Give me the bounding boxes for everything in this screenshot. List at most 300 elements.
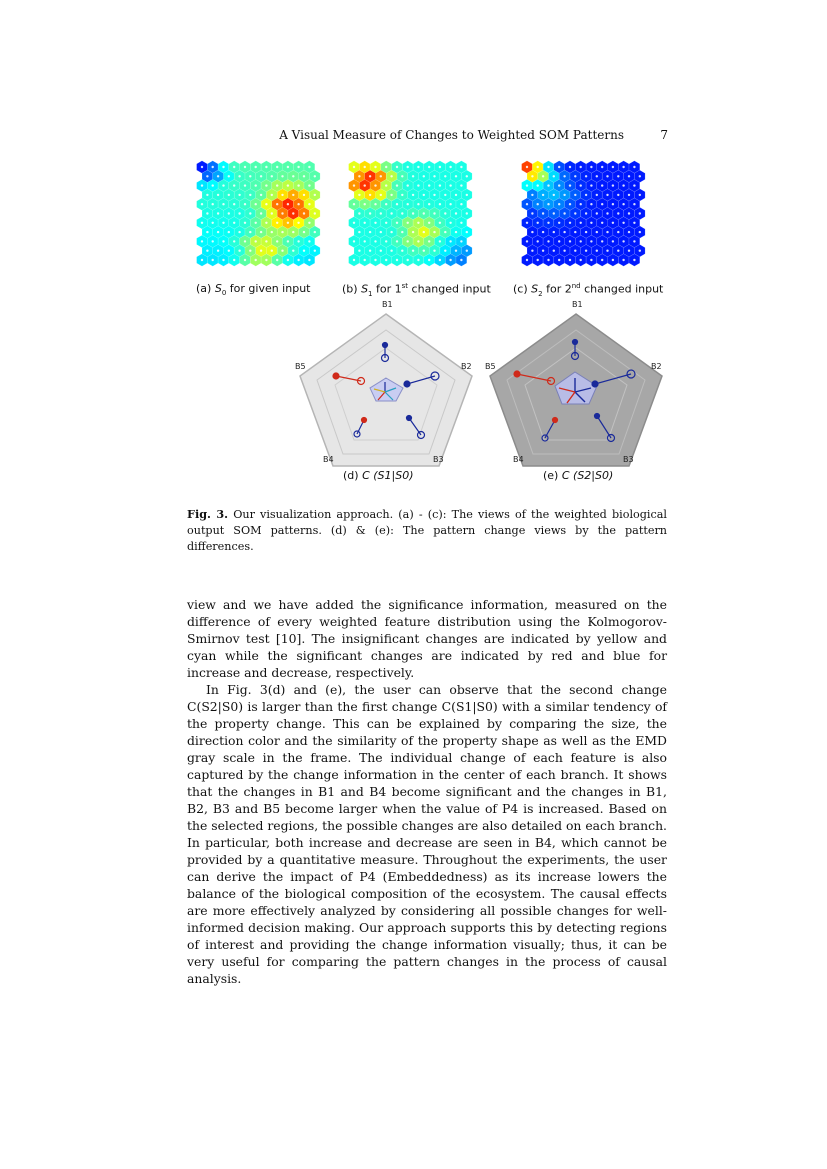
- axis-label-b2: B2: [651, 362, 662, 371]
- som-node-marker: [260, 175, 262, 177]
- som-node-marker: [206, 231, 208, 233]
- som-node-marker: [265, 203, 267, 205]
- som-node-marker: [292, 212, 294, 214]
- som-node-marker: [303, 194, 305, 196]
- som-node-marker: [249, 212, 251, 214]
- som-node-marker: [369, 212, 371, 214]
- som-node-marker: [542, 194, 544, 196]
- som-node-marker: [308, 259, 310, 261]
- som-node-marker: [260, 212, 262, 214]
- som-node-marker: [260, 231, 262, 233]
- som-node-marker: [612, 259, 614, 261]
- som-node-marker: [287, 259, 289, 261]
- som-node-marker: [255, 259, 257, 261]
- som-node-marker: [617, 175, 619, 177]
- som-node-marker: [201, 222, 203, 224]
- som-node-marker: [222, 259, 224, 261]
- som-node-marker: [537, 259, 539, 261]
- som-node-marker: [385, 184, 387, 186]
- som-node-marker: [574, 231, 576, 233]
- som-node-marker: [238, 194, 240, 196]
- som-node-marker: [537, 222, 539, 224]
- som-node-marker: [439, 259, 441, 261]
- som-node-marker: [358, 231, 360, 233]
- som-node-marker: [622, 166, 624, 168]
- som-node-marker: [412, 212, 414, 214]
- som-node-marker: [639, 231, 641, 233]
- som-node-marker: [222, 166, 224, 168]
- som-node-marker: [596, 212, 598, 214]
- som-node-marker: [238, 231, 240, 233]
- som-node-marker: [380, 194, 382, 196]
- som-node-marker: [439, 184, 441, 186]
- change-view-d: [281, 300, 491, 488]
- som-node-marker: [390, 175, 392, 177]
- som-node-marker: [228, 212, 230, 214]
- som-node-marker: [455, 212, 457, 214]
- som-node-marker: [417, 240, 419, 242]
- som-node-marker: [297, 222, 299, 224]
- som-node-marker: [569, 222, 571, 224]
- som-node-marker: [401, 175, 403, 177]
- som-node-marker: [212, 166, 214, 168]
- som-node-marker: [374, 222, 376, 224]
- som-node-marker: [633, 166, 635, 168]
- som-node-marker: [314, 250, 316, 252]
- som-node-marker: [639, 250, 641, 252]
- som-node-marker: [460, 166, 462, 168]
- som-node-marker: [396, 240, 398, 242]
- som-node-marker: [606, 231, 608, 233]
- som-node-marker: [466, 175, 468, 177]
- som-node-marker: [601, 222, 603, 224]
- som-node-marker: [580, 259, 582, 261]
- som-map-s0: [196, 160, 331, 278]
- som-node-marker: [617, 212, 619, 214]
- som-node-marker: [531, 194, 533, 196]
- som-node-marker: [380, 175, 382, 177]
- som-node-marker: [569, 259, 571, 261]
- som-node-marker: [601, 184, 603, 186]
- som-node-marker: [590, 203, 592, 205]
- som-node-marker: [569, 184, 571, 186]
- running-head-title: A Visual Measure of Changes to Weighted SOM Patterns: [279, 128, 624, 142]
- som-node-marker: [233, 240, 235, 242]
- som-node-marker: [563, 212, 565, 214]
- som-node-marker: [238, 175, 240, 177]
- som-node-marker: [633, 259, 635, 261]
- som-node-marker: [233, 166, 235, 168]
- som-node-marker: [590, 240, 592, 242]
- som-node-marker: [466, 250, 468, 252]
- som-node-marker: [396, 166, 398, 168]
- som-node-marker: [590, 166, 592, 168]
- som-node-marker: [297, 184, 299, 186]
- som-node-marker: [314, 175, 316, 177]
- som-node-marker: [314, 231, 316, 233]
- som-node-marker: [439, 222, 441, 224]
- som-node-marker: [255, 203, 257, 205]
- som-node-marker: [297, 203, 299, 205]
- som-node-marker: [455, 175, 457, 177]
- som-node-marker: [401, 194, 403, 196]
- som-node-marker: [433, 212, 435, 214]
- som-node-marker: [412, 175, 414, 177]
- som-node-marker: [537, 184, 539, 186]
- som-node-marker: [531, 250, 533, 252]
- som-node-marker: [364, 203, 366, 205]
- axis-label-b1: B1: [382, 300, 393, 309]
- som-node-marker: [255, 184, 257, 186]
- som-node-marker: [364, 259, 366, 261]
- som-node-marker: [628, 231, 630, 233]
- som-node-marker: [417, 184, 419, 186]
- som-node-marker: [374, 259, 376, 261]
- som-node-marker: [433, 194, 435, 196]
- som-node-marker: [265, 166, 267, 168]
- som-node-marker: [423, 175, 425, 177]
- som-node-marker: [585, 212, 587, 214]
- som-node-marker: [206, 212, 208, 214]
- som-node-marker: [276, 184, 278, 186]
- som-node-marker: [428, 184, 430, 186]
- som-node-marker: [444, 250, 446, 252]
- som-node-marker: [244, 184, 246, 186]
- som-node-marker: [390, 250, 392, 252]
- som-node-marker: [580, 166, 582, 168]
- som-node-marker: [260, 194, 262, 196]
- som-node-marker: [531, 175, 533, 177]
- som-node-marker: [433, 231, 435, 233]
- som-node-marker: [358, 250, 360, 252]
- axis-label-b5: B5: [295, 362, 306, 371]
- som-node-marker: [601, 240, 603, 242]
- som-node-marker: [287, 222, 289, 224]
- som-node-marker: [233, 203, 235, 205]
- som-node-marker: [622, 222, 624, 224]
- som-node-marker: [380, 250, 382, 252]
- som-node-marker: [531, 231, 533, 233]
- som-node-marker: [547, 166, 549, 168]
- som-node-marker: [449, 222, 451, 224]
- som-node-marker: [423, 250, 425, 252]
- som-node-marker: [287, 184, 289, 186]
- som-node-marker: [542, 250, 544, 252]
- som-node-marker: [265, 240, 267, 242]
- som-node-marker: [606, 212, 608, 214]
- som-node-marker: [569, 166, 571, 168]
- som-node-marker: [364, 166, 366, 168]
- som-node-marker: [396, 259, 398, 261]
- som-node-marker: [428, 259, 430, 261]
- som-node-marker: [537, 166, 539, 168]
- som-node-marker: [228, 175, 230, 177]
- som-node-marker: [417, 166, 419, 168]
- som-node-marker: [585, 175, 587, 177]
- som-node-marker: [255, 166, 257, 168]
- som-node-marker: [558, 222, 560, 224]
- som-node-marker: [244, 240, 246, 242]
- som-node-marker: [580, 203, 582, 205]
- som-node-marker: [460, 184, 462, 186]
- som-node-marker: [526, 203, 528, 205]
- som-node-marker: [558, 166, 560, 168]
- som-node-marker: [308, 166, 310, 168]
- som-node-marker: [297, 166, 299, 168]
- paragraph: In Fig. 3(d) and (e), the user can observe that the second change C(S2|S0) is larger than the first change C(S1|S0) with a similar tendency of the property change. This can be explained by comparing the size, the direction color and the similarity of the property shape as well as the EMD gray scale in the frame. The individual change of each feature is also captured by the change information in the center of each branch. It shows that the changes in B1 and B4 become significant and the changes in B1, B2, B3 and B5 become larger when the value of P4 is increased. Based on the selected regions, the possible changes are also detailed on each branch. In particular, both increase and decrease are seen in B4, which cannot be provided by a quantitative measure. Throughout the experiments, the user can derive the impact of P4 (Embeddedness) as its increase lowers the balance of the biological composition of the ecosystem. The causal effects are more effectively analyzed by considering all possible changes for well-informed decision making. Our approach supports this by detecting regions of interest and providing the change information visually; thus, it can be very useful for comparing the pattern changes in the process of causal analysis.: [187, 682, 667, 986]
- som-node-marker: [396, 203, 398, 205]
- som-node-marker: [201, 166, 203, 168]
- som-node-marker: [353, 259, 355, 261]
- som-node-marker: [444, 231, 446, 233]
- som-node-marker: [639, 175, 641, 177]
- som-node-marker: [526, 259, 528, 261]
- som-node-marker: [265, 184, 267, 186]
- som-node-marker: [553, 194, 555, 196]
- som-node-marker: [303, 231, 305, 233]
- som-node-marker: [417, 203, 419, 205]
- som-node-marker: [255, 240, 257, 242]
- som-node-marker: [417, 259, 419, 261]
- som-node-marker: [314, 212, 316, 214]
- som-node-marker: [466, 231, 468, 233]
- som-node-marker: [537, 240, 539, 242]
- caption-panel-a: (a) $S_0$ for given input: [196, 282, 311, 298]
- som-node-marker: [417, 222, 419, 224]
- som-node-marker: [537, 203, 539, 205]
- som-node-marker: [228, 250, 230, 252]
- som-node-marker: [308, 203, 310, 205]
- som-node-marker: [449, 203, 451, 205]
- som-node-marker: [526, 184, 528, 186]
- som-node-marker: [433, 175, 435, 177]
- som-node-marker: [569, 240, 571, 242]
- som-node-marker: [412, 194, 414, 196]
- som-node-marker: [287, 203, 289, 205]
- som-node-marker: [542, 231, 544, 233]
- som-node-marker: [364, 184, 366, 186]
- som-node-marker: [531, 212, 533, 214]
- som-node-marker: [287, 166, 289, 168]
- som-node-marker: [358, 212, 360, 214]
- som-node-marker: [244, 203, 246, 205]
- som-node-marker: [574, 212, 576, 214]
- som-node-marker: [206, 175, 208, 177]
- som-node-marker: [563, 175, 565, 177]
- som-node-marker: [292, 194, 294, 196]
- som-node-marker: [617, 194, 619, 196]
- som-node-marker: [358, 194, 360, 196]
- som-node-marker: [374, 203, 376, 205]
- som-node-marker: [281, 231, 283, 233]
- som-node-marker: [308, 222, 310, 224]
- som-node-marker: [585, 231, 587, 233]
- som-node-marker: [217, 250, 219, 252]
- som-node-marker: [526, 166, 528, 168]
- caption-panel-c: (c) $S_2$ for 2nd changed input: [513, 282, 664, 298]
- som-node-marker: [633, 240, 635, 242]
- som-node-marker: [585, 250, 587, 252]
- som-node-marker: [353, 184, 355, 186]
- som-node-marker: [353, 222, 355, 224]
- som-node-marker: [580, 240, 582, 242]
- som-node-marker: [353, 240, 355, 242]
- som-node-marker: [622, 259, 624, 261]
- som-node-marker: [281, 250, 283, 252]
- figure-caption-text: Our visualization approach. (a) - (c): The views of the weighted biological output SOM patterns. (d) & (e): The pattern change views by the pattern differences.: [187, 508, 668, 553]
- som-node-marker: [542, 175, 544, 177]
- som-node-marker: [201, 203, 203, 205]
- som-node-marker: [407, 222, 409, 224]
- som-node-marker: [396, 184, 398, 186]
- som-node-marker: [612, 166, 614, 168]
- figure-caption: [187, 506, 667, 555]
- som-node-marker: [303, 175, 305, 177]
- som-node-marker: [423, 194, 425, 196]
- som-node-marker: [628, 194, 630, 196]
- som-node-marker: [574, 194, 576, 196]
- som-node-marker: [228, 231, 230, 233]
- som-node-marker: [217, 175, 219, 177]
- som-node-marker: [374, 166, 376, 168]
- som-node-marker: [428, 222, 430, 224]
- som-node-marker: [385, 240, 387, 242]
- som-node-marker: [222, 240, 224, 242]
- som-node-marker: [201, 184, 203, 186]
- som-node-marker: [606, 194, 608, 196]
- som-node-marker: [276, 222, 278, 224]
- som-node-marker: [596, 175, 598, 177]
- axis-label-b4: B4: [513, 455, 524, 464]
- som-node-marker: [353, 203, 355, 205]
- som-node-marker: [385, 166, 387, 168]
- som-node-marker: [369, 175, 371, 177]
- som-node-marker: [596, 194, 598, 196]
- som-node-marker: [574, 250, 576, 252]
- som-node-marker: [353, 166, 355, 168]
- som-node-marker: [628, 250, 630, 252]
- som-node-marker: [553, 231, 555, 233]
- som-node-marker: [622, 184, 624, 186]
- som-node-marker: [212, 222, 214, 224]
- som-node-marker: [407, 240, 409, 242]
- som-node-marker: [281, 194, 283, 196]
- som-node-marker: [222, 203, 224, 205]
- som-node-marker: [271, 212, 273, 214]
- som-node-marker: [385, 259, 387, 261]
- som-node-marker: [228, 194, 230, 196]
- som-node-marker: [271, 194, 273, 196]
- som-node-marker: [238, 250, 240, 252]
- som-node-marker: [563, 231, 565, 233]
- som-node-marker: [423, 212, 425, 214]
- som-node-marker: [558, 184, 560, 186]
- paragraph: view and we have added the significance information, measured on the difference of every weighted feature distribution using the Kolmogorov-Smirnov test [10]. The insignificant changes are indicated by yellow and cyan while the significant changes are indicated by red and blue for increase and decrease, respectively.: [187, 597, 667, 680]
- som-node-marker: [601, 166, 603, 168]
- som-node-marker: [439, 166, 441, 168]
- som-node-marker: [292, 175, 294, 177]
- som-node-marker: [217, 231, 219, 233]
- som-node-marker: [249, 194, 251, 196]
- som-node-marker: [439, 240, 441, 242]
- som-node-marker: [612, 203, 614, 205]
- som-node-marker: [364, 222, 366, 224]
- som-node-marker: [249, 250, 251, 252]
- som-node-marker: [449, 240, 451, 242]
- caption-panel-e: (e) C (S2|S0): [543, 469, 614, 482]
- som-node-marker: [271, 175, 273, 177]
- som-node-marker: [201, 240, 203, 242]
- som-node-marker: [460, 203, 462, 205]
- som-node-marker: [553, 250, 555, 252]
- axis-label-b3: B3: [623, 455, 634, 464]
- som-node-marker: [639, 212, 641, 214]
- som-node-marker: [580, 184, 582, 186]
- som-node-marker: [547, 259, 549, 261]
- som-node-marker: [308, 184, 310, 186]
- som-node-marker: [287, 240, 289, 242]
- body-text: [187, 596, 667, 987]
- som-node-marker: [369, 250, 371, 252]
- som-node-marker: [563, 250, 565, 252]
- som-node-marker: [444, 175, 446, 177]
- som-node-marker: [206, 194, 208, 196]
- som-node-marker: [633, 222, 635, 224]
- som-node-marker: [590, 259, 592, 261]
- som-node-marker: [526, 222, 528, 224]
- som-node-marker: [574, 175, 576, 177]
- som-node-marker: [297, 240, 299, 242]
- som-node-marker: [449, 259, 451, 261]
- page-number: 7: [660, 128, 668, 142]
- som-node-marker: [276, 203, 278, 205]
- som-node-marker: [612, 222, 614, 224]
- som-node-marker: [590, 184, 592, 186]
- som-node-marker: [590, 222, 592, 224]
- som-node-marker: [358, 175, 360, 177]
- som-node-marker: [369, 194, 371, 196]
- som-node-marker: [553, 212, 555, 214]
- som-node-marker: [444, 212, 446, 214]
- som-node-marker: [369, 231, 371, 233]
- som-map-s1: [348, 160, 483, 278]
- som-node-marker: [244, 166, 246, 168]
- caption-panel-b: (b) $S_1$ for 1st changed input: [342, 282, 491, 298]
- som-node-marker: [633, 203, 635, 205]
- som-node-marker: [201, 259, 203, 261]
- som-node-marker: [596, 250, 598, 252]
- som-node-marker: [374, 184, 376, 186]
- som-node-marker: [271, 250, 273, 252]
- som-node-marker: [244, 222, 246, 224]
- som-node-marker: [401, 212, 403, 214]
- som-node-marker: [449, 184, 451, 186]
- som-node-marker: [617, 231, 619, 233]
- som-node-marker: [622, 203, 624, 205]
- som-node-marker: [260, 250, 262, 252]
- som-node-marker: [455, 250, 457, 252]
- som-node-marker: [449, 166, 451, 168]
- som-node-marker: [558, 203, 560, 205]
- som-node-marker: [364, 240, 366, 242]
- som-node-marker: [303, 250, 305, 252]
- som-node-marker: [271, 231, 273, 233]
- som-node-marker: [407, 184, 409, 186]
- som-node-marker: [606, 250, 608, 252]
- axis-label-b1: B1: [572, 300, 583, 309]
- som-node-marker: [407, 259, 409, 261]
- som-node-marker: [423, 231, 425, 233]
